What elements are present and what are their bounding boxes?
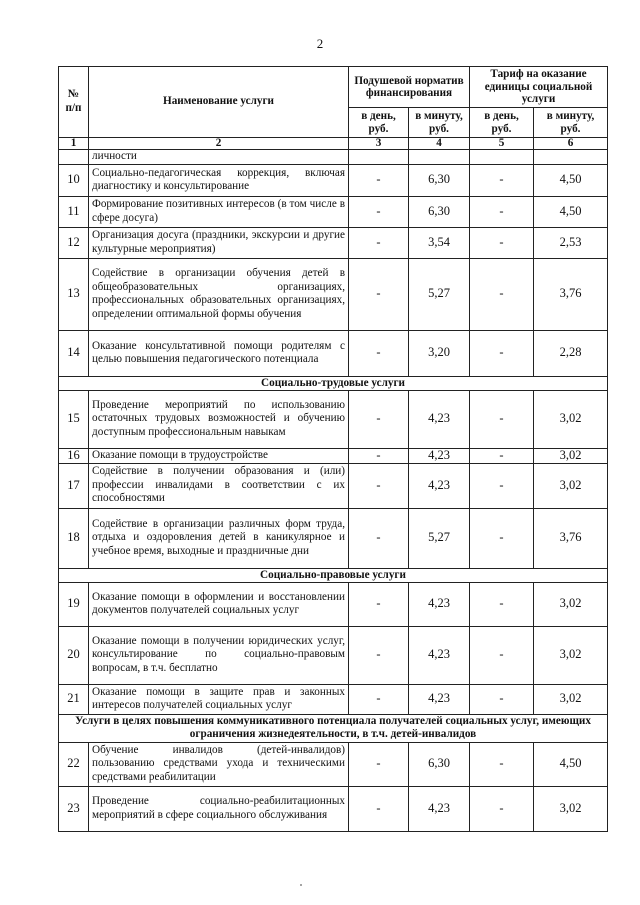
service-name: Оказание помощи в оформлении и восстановлении документов получателей социальных услуг — [89, 582, 349, 626]
column-numbers-row — [59, 138, 608, 150]
column-number: 6 — [534, 138, 608, 150]
row-number: 16 — [59, 448, 89, 463]
header-tariff-group: Тариф на оказание единицы социальной услуги — [470, 67, 608, 108]
header-norm-group: Подушевой норматив финансирования — [349, 67, 470, 108]
section-row — [59, 568, 608, 582]
continuation-row — [59, 150, 608, 165]
norm-per-day: - — [349, 463, 409, 508]
table-row — [59, 582, 608, 626]
service-name: Содействие в организации обучения детей в общеобразовательных организациях, профессиональных образовательных организациях, определении оптимальной формы обучения — [89, 258, 349, 330]
header-norm-per-day: в день, руб. — [349, 108, 409, 138]
norm-per-day: - — [349, 626, 409, 684]
norm-per-minute: 3,54 — [409, 227, 470, 258]
row-number: 15 — [59, 390, 89, 448]
column-number: 4 — [409, 138, 470, 150]
service-name: Оказание помощи в получении юридических услуг, консультирование по социально-правовым вопросам, в т.ч. бесплатно — [89, 626, 349, 684]
norm-per-day: - — [349, 742, 409, 786]
header-tariff-per-minute: в минуту, руб. — [534, 108, 608, 138]
table-row — [59, 330, 608, 376]
tariff-per-day: - — [470, 227, 534, 258]
tariff-per-minute: 3,02 — [534, 582, 608, 626]
table-row — [59, 742, 608, 786]
norm-per-minute: 4,23 — [409, 684, 470, 714]
service-name: Проведение мероприятий по использованию остаточных трудовых возможностей и обучению доступным профессиональным навыкам — [89, 390, 349, 448]
column-number: 1 — [59, 138, 89, 150]
tariff-per-minute: 2,28 — [534, 330, 608, 376]
tariff-per-day: - — [470, 786, 534, 831]
service-name: Оказание консультативной помощи родителям с целью повышения педагогического потенциала — [89, 330, 349, 376]
header-tariff-per-day: в день, руб. — [470, 108, 534, 138]
norm-per-day: - — [349, 786, 409, 831]
row-number: 17 — [59, 463, 89, 508]
tariff-table — [58, 66, 608, 832]
service-name: Содействие в организации различных форм труда, отдыха и оздоровления детей в каникулярное и учебное время, выходные и праздничные дни — [89, 508, 349, 568]
row-number: 12 — [59, 227, 89, 258]
tariff-per-day: - — [470, 258, 534, 330]
section-row — [59, 376, 608, 390]
row-number: 11 — [59, 196, 89, 227]
tariff-per-day: - — [470, 164, 534, 196]
header-norm-per-minute: в минуту, руб. — [409, 108, 470, 138]
service-name: Социально-педагогическая коррекция, включая диагностику и консультирование — [89, 164, 349, 196]
tariff-per-minute: 3,02 — [534, 626, 608, 684]
service-name: Формирование позитивных интересов (в том числе в сфере досуга) — [89, 196, 349, 227]
norm-per-day: - — [349, 258, 409, 330]
norm-per-minute: 4,23 — [409, 786, 470, 831]
column-number: 5 — [470, 138, 534, 150]
header-number: № п/п — [59, 67, 89, 138]
norm-per-minute: 4,23 — [409, 390, 470, 448]
tariff-per-day: - — [470, 742, 534, 786]
row-number: 20 — [59, 626, 89, 684]
page-number: 2 — [316, 36, 324, 51]
norm-per-day: - — [349, 448, 409, 463]
norm-per-minute: 6,30 — [409, 164, 470, 196]
row-number: 10 — [59, 164, 89, 196]
norm-per-day: - — [349, 196, 409, 227]
tariff-per-day: - — [470, 508, 534, 568]
tariff-per-minute: 3,02 — [534, 786, 608, 831]
service-name: Оказание помощи в защите прав и законных интересов получателей социальных услуг — [89, 684, 349, 714]
column-number: 3 — [349, 138, 409, 150]
section-row — [59, 714, 608, 742]
section-title-labor: Социально-трудовые услуги — [59, 376, 608, 390]
norm-per-minute: 5,27 — [409, 508, 470, 568]
table-row — [59, 463, 608, 508]
service-name: Проведение социально-реабилитационных мероприятий в сфере социального обслуживания — [89, 786, 349, 831]
norm-per-day: - — [349, 508, 409, 568]
row-number: 14 — [59, 330, 89, 376]
tariff-per-day: - — [470, 330, 534, 376]
tariff-per-minute: 3,02 — [534, 463, 608, 508]
continuation-text: личности — [89, 150, 349, 165]
tariff-per-minute: 2,53 — [534, 227, 608, 258]
norm-per-day: - — [349, 227, 409, 258]
norm-per-minute: 6,30 — [409, 196, 470, 227]
norm-per-minute: 5,27 — [409, 258, 470, 330]
norm-per-day: - — [349, 390, 409, 448]
scan-speck — [300, 884, 302, 886]
table-row — [59, 258, 608, 330]
row-number: 23 — [59, 786, 89, 831]
table-row — [59, 684, 608, 714]
table-row — [59, 786, 608, 831]
section-title-communicative: Услуги в целях повышения коммуникативного потенциала получателей социальных услуг, имеющих ограничения жизнедеятельности, в т.ч. детей-инвалидов — [59, 714, 608, 742]
section-title-legal: Социально-правовые услуги — [59, 568, 608, 582]
tariff-per-day: - — [470, 684, 534, 714]
tariff-per-day: - — [470, 582, 534, 626]
tariff-per-minute: 3,76 — [534, 508, 608, 568]
norm-per-day: - — [349, 164, 409, 196]
norm-per-day: - — [349, 582, 409, 626]
header-service-name: Наименование услуги — [89, 67, 349, 138]
header-row — [59, 67, 608, 108]
norm-per-minute: 3,20 — [409, 330, 470, 376]
service-name: Организация досуга (праздники, экскурсии и другие культурные мероприятия) — [89, 227, 349, 258]
tariff-per-minute: 4,50 — [534, 196, 608, 227]
tariff-per-day: - — [470, 390, 534, 448]
row-number: 21 — [59, 684, 89, 714]
norm-per-minute: 4,23 — [409, 448, 470, 463]
norm-per-minute: 4,23 — [409, 463, 470, 508]
tariff-per-day: - — [470, 196, 534, 227]
service-name: Оказание помощи в трудоустройстве — [89, 448, 349, 463]
tariff-per-day: - — [470, 463, 534, 508]
norm-per-minute: 4,23 — [409, 582, 470, 626]
row-number: 13 — [59, 258, 89, 330]
row-number: 19 — [59, 582, 89, 626]
tariff-per-minute: 4,50 — [534, 164, 608, 196]
norm-per-minute: 4,23 — [409, 626, 470, 684]
tariff-per-minute: 3,76 — [534, 258, 608, 330]
norm-per-day: - — [349, 330, 409, 376]
tariff-per-minute: 3,02 — [534, 448, 608, 463]
tariff-per-minute: 3,02 — [534, 684, 608, 714]
table-row — [59, 508, 608, 568]
table-row — [59, 196, 608, 227]
service-name: Содействие в получении образования и (или) профессии инвалидами в соответствии с их способностями — [89, 463, 349, 508]
tariff-per-day: - — [470, 626, 534, 684]
row-number: 22 — [59, 742, 89, 786]
tariff-per-minute: 3,02 — [534, 390, 608, 448]
table-row — [59, 227, 608, 258]
table-row — [59, 164, 608, 196]
row-number: 18 — [59, 508, 89, 568]
table-row — [59, 390, 608, 448]
norm-per-day: - — [349, 684, 409, 714]
norm-per-minute: 6,30 — [409, 742, 470, 786]
table-row — [59, 448, 608, 463]
tariff-per-minute: 4,50 — [534, 742, 608, 786]
column-number: 2 — [89, 138, 349, 150]
service-name: Обучение инвалидов (детей-инвалидов) пользованию средствами ухода и техническими средствами реабилитации — [89, 742, 349, 786]
tariff-per-day: - — [470, 448, 534, 463]
table-row — [59, 626, 608, 684]
